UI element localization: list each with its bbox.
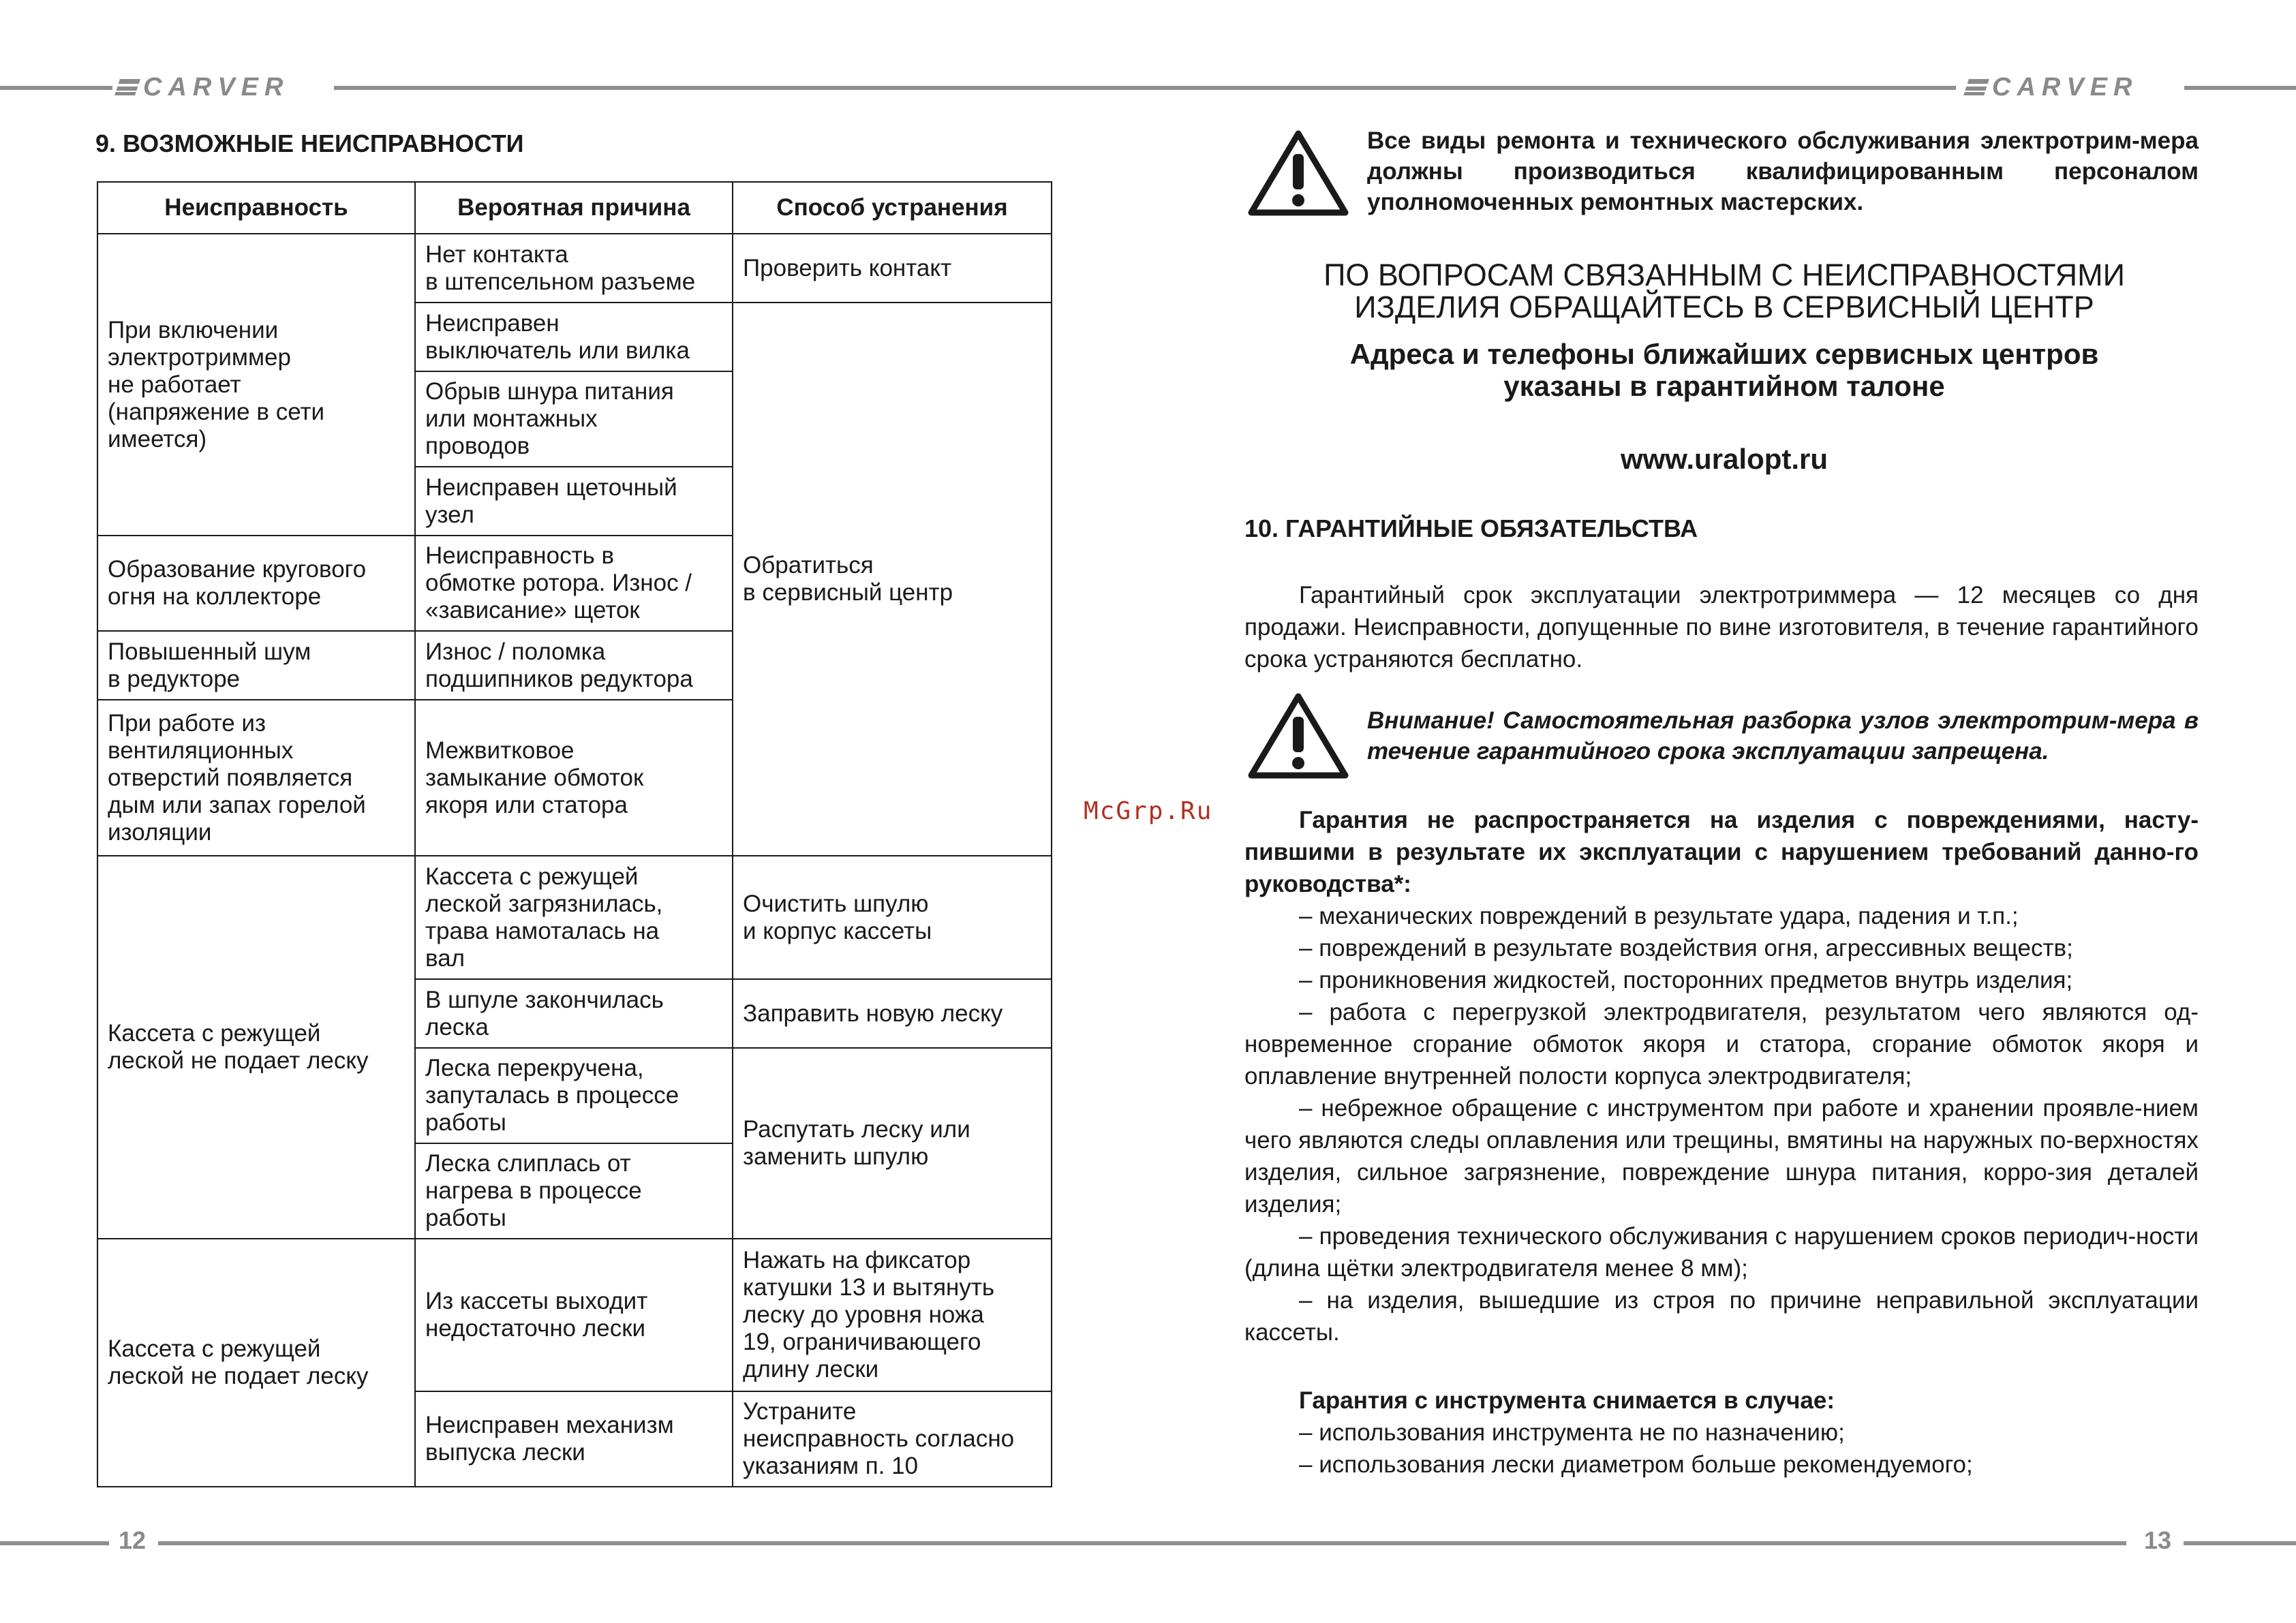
list-item: – механических повреждений в результате удара, падения и т.п.; bbox=[1299, 903, 2019, 929]
exclusions-block bbox=[1244, 804, 2199, 1348]
remedy-cell: Обратиться в сервисный центр bbox=[733, 303, 1052, 856]
list-item: – работа с перегрузкой электродвигателя, результатом чего являются од-новременное сгорание обмоток якоря и статора, сгорание обмоток якоря и оплавление внутренней полости корпуса электродвигателя; bbox=[1244, 999, 2199, 1089]
cause-cell: Неисправен выключатель или вилка bbox=[415, 303, 733, 371]
warranty-period-text: Гарантийный срок эксплуатации электротриммера — 12 месяцев со дня продажи. Неисправности, допущенные по вине изготовителя, в течение гарантийного срока устраняются бесплатно. bbox=[1244, 582, 2199, 673]
cause-cell: Межвитковое замыкание обмоток якоря или статора bbox=[415, 700, 733, 856]
troubleshooting-table bbox=[97, 181, 1052, 1487]
brand-mark-icon bbox=[114, 79, 140, 95]
service-website-link[interactable]: www.uralopt.ru bbox=[1620, 443, 1828, 475]
brand-mark-icon bbox=[1963, 79, 1989, 95]
list-item: – повреждений в результате воздействия огня, агрессивных веществ; bbox=[1299, 935, 2073, 961]
fault-cell: Повышенный шум в редукторе bbox=[97, 631, 415, 700]
cause-cell: Леска перекручена, запуталась в процессе работы bbox=[415, 1048, 733, 1143]
column-header: Вероятная причина bbox=[415, 182, 733, 234]
exclusions-intro: Гарантия не распространяется на изделия с повреждениями, насту-пившими в результате их эксплуатации с нарушением требований данно-го руководства*: bbox=[1244, 807, 2199, 897]
list-item: – небрежное обращение с инструментом при работе и хранении проявле-нием чего являются следы оплавления или трещины, вмятины на наружных по-верхностях изделия, сильное загрязнение, повреждение шнура питания, корро-зия деталей изделия; bbox=[1244, 1095, 2199, 1218]
cause-cell: Кассета с режущей леской загрязнилась, трава намоталась на вал bbox=[415, 856, 733, 979]
cause-cell: Неисправен щеточный узел bbox=[415, 467, 733, 536]
cause-cell: Нет контакта в штепсельном разъеме bbox=[415, 234, 733, 303]
column-header: Способ устранения bbox=[733, 182, 1052, 234]
table-row bbox=[97, 1239, 1052, 1391]
list-item: – проведения технического обслуживания с нарушением сроков периодич-ности (длина щётки электродвигателя менее 8 мм); bbox=[1244, 1223, 2199, 1282]
list-item: – на изделия, вышедшие из строя по причине неправильной эксплуатации кассеты. bbox=[1244, 1287, 2199, 1346]
cause-cell: Обрыв шнура питания или монтажных проводов bbox=[415, 371, 733, 467]
warning-triangle-icon bbox=[1247, 691, 1349, 779]
remedy-cell: Проверить контакт bbox=[733, 234, 1052, 303]
footer-rule-left-outer bbox=[0, 1541, 109, 1545]
list-item: – проникновения жидкостей, посторонних предметов внутрь изделия; bbox=[1299, 967, 2073, 993]
watermark: McGrp.Ru bbox=[1084, 797, 1213, 825]
brand-logo-left bbox=[117, 74, 289, 101]
service-warning-text: Все виды ремонта и технического обслуживания электротрим-мера должны производиться квалифицированным персоналом уполномоченных ремонтных мастерских. bbox=[1367, 127, 2199, 215]
disassembly-warning-text: Внимание! Самостоятельная разборка узлов электротрим-мера в течение гарантийного срока эксплуатации запрещена. bbox=[1367, 707, 2199, 764]
page-number-left: 12 bbox=[119, 1526, 147, 1554]
table-row bbox=[97, 856, 1052, 979]
fault-cell: Кассета с режущей леской не подает леску bbox=[97, 1239, 415, 1487]
section-heading-10: 10. ГАРАНТИЙНЫЕ ОБЯЗАТЕЛЬСТВА bbox=[1244, 514, 1698, 542]
warning-triangle-icon bbox=[1247, 128, 1349, 217]
cause-cell: Неисправность в обмотке ротора. Износ / «зависание» щеток bbox=[415, 536, 733, 631]
column-header: Неисправность bbox=[97, 182, 415, 234]
remedy-cell: Заправить новую леску bbox=[733, 979, 1052, 1048]
list-item: – использования инструмента не по назначению; bbox=[1299, 1419, 1845, 1446]
service-center-addresses: Адреса и телефоны ближайших сервисных центров указаны в гарантийном талоне bbox=[1349, 338, 2099, 402]
table-row bbox=[97, 234, 1052, 303]
fault-cell: Образование кругового огня на коллекторе bbox=[97, 536, 415, 631]
footer-rule-center bbox=[158, 1541, 2126, 1545]
section-heading-9: 9. ВОЗМОЖНЫЕ НЕИСПРАВНОСТИ bbox=[95, 129, 524, 157]
fault-cell: Кассета с режущей леской не подает леску bbox=[97, 856, 415, 1239]
cause-cell: Леска слиплась от нагрева в процессе работы bbox=[415, 1143, 733, 1239]
removal-heading: Гарантия с инструмента снимается в случае: bbox=[1299, 1387, 1835, 1414]
brand-name-right: CARVER bbox=[1992, 72, 2139, 102]
page-number-right: 13 bbox=[2144, 1526, 2172, 1554]
remedy-cell: Нажать на фиксатор катушки 13 и вытянуть леску до уровня ножа 19, ограничивающего длину лески bbox=[733, 1239, 1052, 1391]
header-rule-center bbox=[334, 86, 1956, 90]
footer-rule-right-outer bbox=[2184, 1541, 2296, 1545]
remedy-cell: Очистить шпулю и корпус кассеты bbox=[733, 856, 1052, 979]
cause-cell: В шпуле закончилась леска bbox=[415, 979, 733, 1048]
fault-cell: При работе из вентиляционных отверстий появляется дым или запах горелой изоляции bbox=[97, 700, 415, 856]
header-rule-right bbox=[2184, 86, 2296, 90]
brand-logo-right bbox=[1966, 74, 2138, 101]
header-rule-left bbox=[0, 86, 112, 90]
table-header-row bbox=[97, 182, 1052, 234]
cause-cell: Неисправен механизм выпуска лески bbox=[415, 1391, 733, 1487]
list-item: – использования лески диаметром больше рекомендуемого; bbox=[1299, 1451, 1973, 1478]
cause-cell: Из кассеты выходит недостаточно лески bbox=[415, 1239, 733, 1391]
cause-cell: Износ / поломка подшипников редуктора bbox=[415, 631, 733, 700]
remedy-cell: Распутать леску или заменить шпулю bbox=[733, 1048, 1052, 1239]
remedy-cell: Устраните неисправность согласно указаниям п. 10 bbox=[733, 1391, 1052, 1487]
fault-cell: При включении электротриммер не работает (напряжение в сети имеется) bbox=[97, 234, 415, 536]
warranty-period-paragraph bbox=[1244, 579, 2199, 675]
removal-block bbox=[1244, 1385, 2199, 1481]
brand-name-left: CARVER bbox=[143, 72, 290, 102]
service-center-notice: ПО ВОПРОСАМ СВЯЗАННЫМ С НЕИСПРАВНОСТЯМИ ИЗДЕЛИЯ ОБРАЩАЙТЕСЬ В СЕРВИСНЫЙ ЦЕНТР bbox=[1323, 258, 2125, 324]
